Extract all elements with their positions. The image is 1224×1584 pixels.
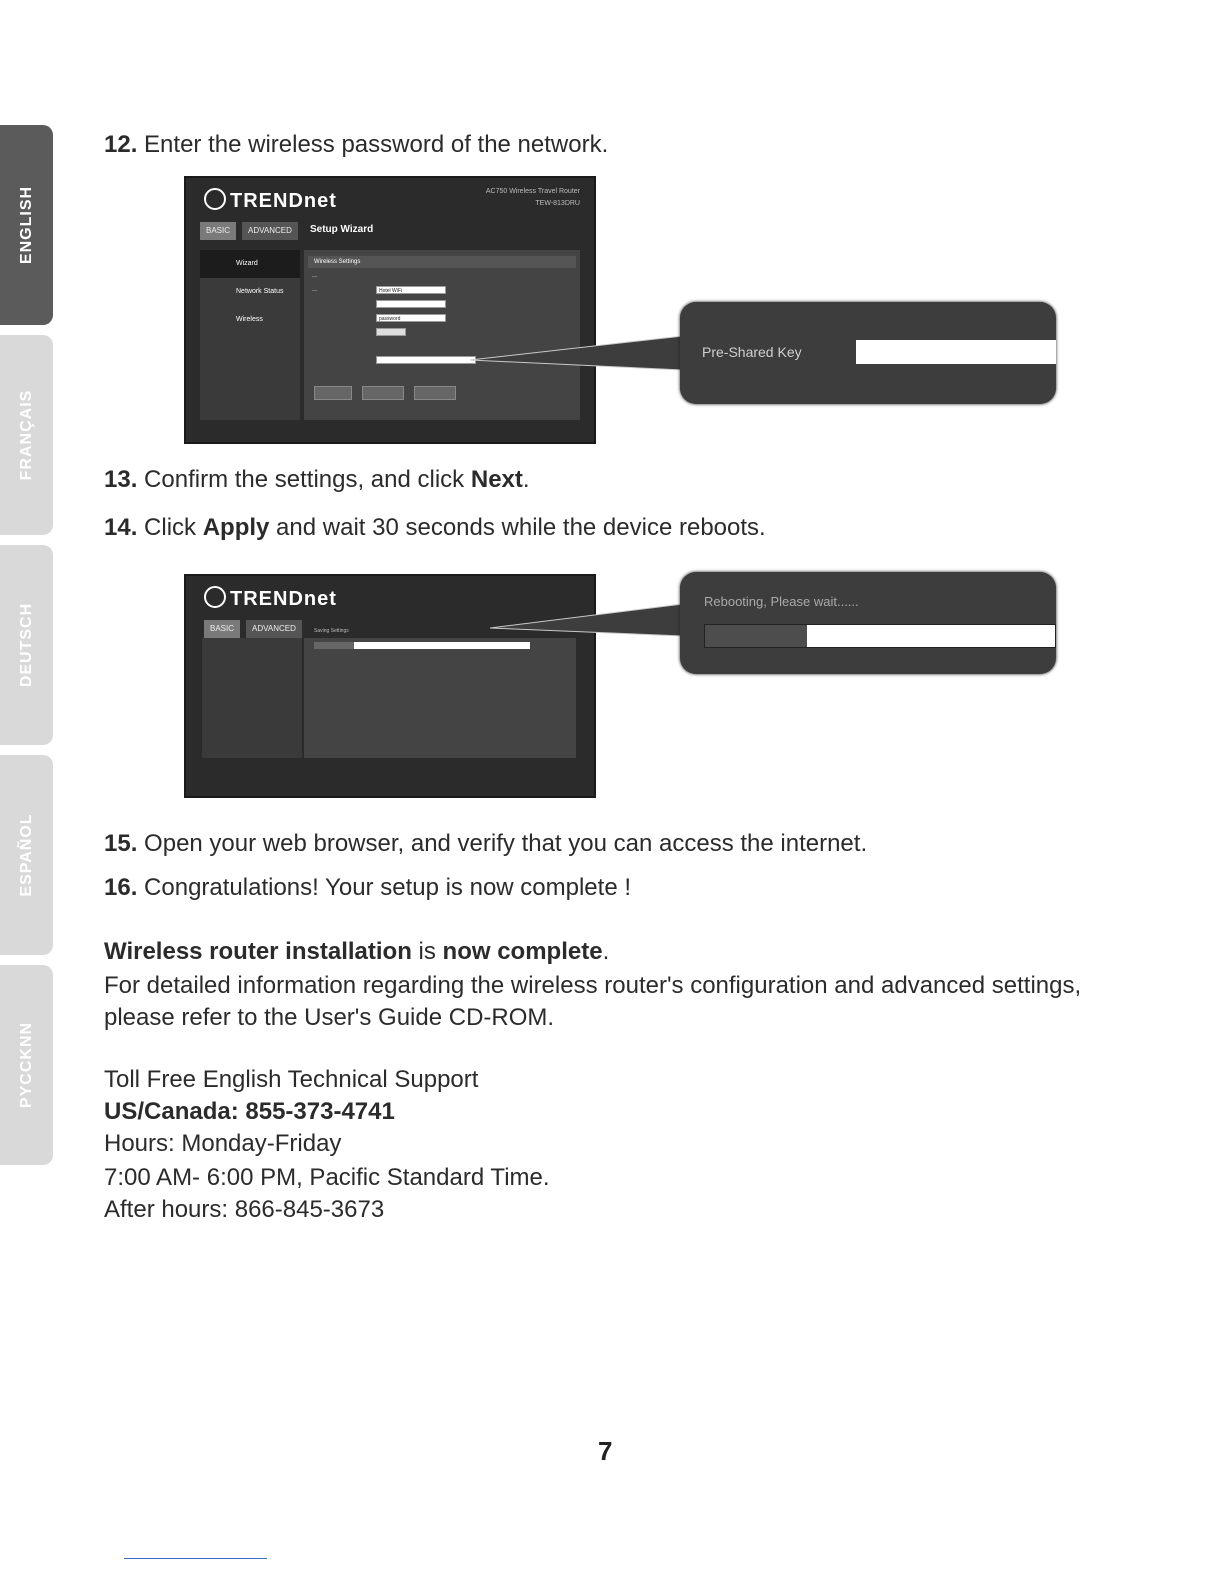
bold-text: Wireless router installation (104, 938, 412, 965)
tab-label: ESPAÑOL (17, 813, 35, 897)
step-text: Confirm the settings, and click (144, 466, 471, 493)
page-number: 7 (598, 1436, 613, 1466)
tab-advanced[interactable]: ADVANCED (246, 620, 302, 638)
callout-pointer (490, 600, 685, 640)
step-text: and wait 30 seconds while the device reboots. (269, 514, 766, 541)
model-info (486, 186, 580, 210)
trendnet-logo-icon (204, 188, 226, 210)
setup-wizard-screenshot (184, 176, 596, 444)
completion-heading (104, 938, 609, 966)
row-label: — (312, 288, 317, 294)
support-hours: Hours: Monday-Friday (104, 1130, 342, 1157)
back-button[interactable] (314, 386, 352, 400)
step-text: Open your web browser, and verify that you can access the internet. (144, 830, 868, 857)
pre-shared-key-input[interactable] (856, 340, 1056, 364)
rebooting-callout (680, 572, 1056, 674)
step-bold: Next (470, 466, 523, 493)
pre-shared-key-field[interactable] (376, 356, 476, 364)
trendnet-logo-icon (204, 586, 226, 608)
cancel-button[interactable] (414, 386, 456, 400)
section-header: Wireless Settings (308, 256, 576, 268)
tab-basic[interactable]: BASIC (200, 222, 236, 240)
sidebar (200, 250, 300, 420)
support-title: Toll Free English Technical Support (104, 1066, 479, 1093)
mini-progress-fill (354, 642, 530, 649)
support-time: 7:00 AM- 6:00 PM, Pacific Standard Time. (104, 1164, 550, 1191)
next-button[interactable] (362, 386, 404, 400)
pre-shared-key-callout (680, 302, 1056, 404)
sidebar-item-network-status[interactable]: Network Status (236, 288, 284, 295)
support-phone: 855-373-4741 (245, 1098, 395, 1125)
step-14 (104, 514, 766, 542)
logo-text: TRENDnet (230, 588, 337, 610)
field[interactable] (376, 300, 446, 308)
support-phone-line: US/Canada: 855-373-4741 (104, 1098, 395, 1125)
tab-label: ENGLISH (17, 185, 35, 265)
step-number: 14. (104, 514, 138, 541)
sidebar-item-wizard[interactable]: Wizard (200, 250, 300, 278)
step-number: 12. (104, 131, 138, 158)
sidebar (202, 638, 302, 758)
callout-pointer (470, 330, 685, 380)
reboot-progress-fill (705, 625, 807, 647)
step-number: 16. (104, 874, 138, 901)
step-text: Click (144, 514, 203, 541)
content-panel (304, 638, 576, 758)
select-field[interactable] (376, 328, 406, 336)
bold-text: now complete (442, 938, 603, 965)
trendnet-logo (204, 586, 337, 611)
step-number: 15. (104, 830, 138, 857)
step-16 (104, 874, 631, 902)
tab-francais[interactable] (0, 335, 53, 535)
text: . (602, 938, 610, 965)
row-label: — (312, 274, 317, 280)
completion-line-3: please refer to the User's Guide CD-ROM. (104, 1004, 555, 1031)
tab-advanced[interactable]: ADVANCED (242, 222, 298, 240)
step-13 (104, 466, 530, 494)
tab-english[interactable] (0, 125, 53, 325)
support-region: US/Canada (104, 1098, 231, 1125)
tab-deutsch[interactable] (0, 545, 53, 745)
callout-label: Pre-Shared Key (702, 344, 802, 360)
reboot-progress-bar (704, 624, 1056, 648)
support-after-hours: After hours: 866-845-3673 (104, 1196, 385, 1223)
security-field[interactable]: password (376, 314, 446, 322)
step-text: Enter the wireless password of the network. (144, 131, 609, 158)
page-heading: Setup Wizard (310, 224, 374, 235)
tab-label: PYCCKNN (17, 1021, 35, 1109)
callout-label: Rebooting, Please wait...... (704, 594, 859, 609)
tab-label: DEUTSCH (17, 602, 35, 688)
logo-text: TRENDnet (230, 190, 337, 212)
trendnet-logo (204, 188, 337, 213)
step-number: 13. (104, 466, 138, 493)
tab-russian[interactable] (0, 965, 53, 1165)
mini-progress-track (314, 642, 530, 649)
sidebar-item-wireless[interactable]: Wireless (236, 316, 263, 323)
step-text: Congratulations! Your setup is now complete ! (144, 874, 632, 901)
model-line: AC750 Wireless Travel Router (485, 188, 580, 195)
tab-espanol[interactable] (0, 755, 53, 955)
text: is (411, 938, 443, 965)
model-line: TEW-813DRU (535, 200, 580, 207)
tab-label: FRANÇAIS (17, 389, 35, 481)
step-bold: Apply (202, 514, 270, 541)
footer-rule (124, 1558, 267, 1559)
status-text: Saving Settings (314, 628, 349, 634)
ssid-field[interactable]: Hotel WiFi (376, 286, 446, 294)
step-15 (104, 830, 867, 858)
step-12 (104, 131, 608, 159)
step-text: . (522, 466, 530, 493)
completion-line-2: For detailed information regarding the wireless router's configuration and advanced settings, (104, 972, 1082, 999)
tab-basic[interactable]: BASIC (204, 620, 240, 638)
